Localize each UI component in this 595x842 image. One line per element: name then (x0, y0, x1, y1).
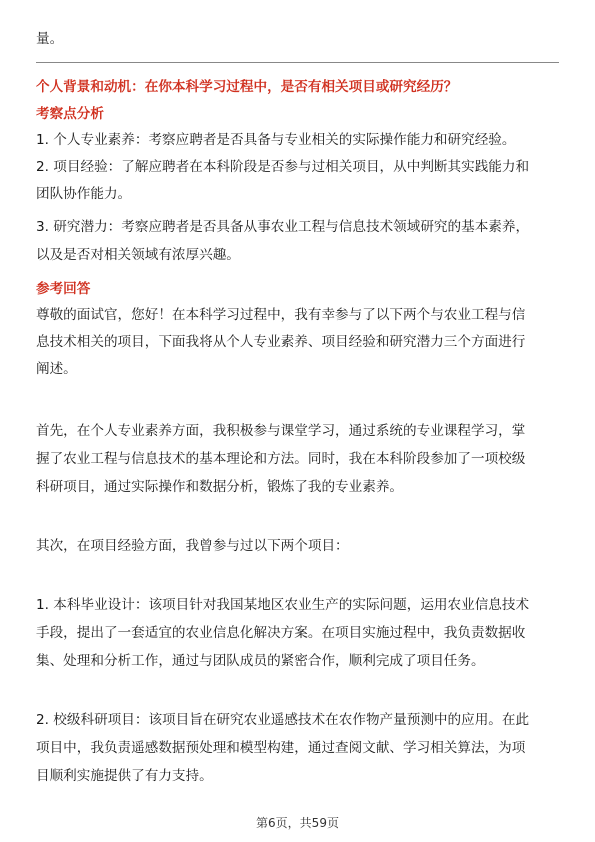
answer-line: 1. 本科毕业设计：该项目针对我国某地区农业生产的实际问题，运用农业信息技术 (36, 597, 530, 613)
top-fragment: 量。 (36, 31, 64, 47)
answer-line: 集、处理和分析工作，通过与团队成员的紧密合作，顺利完成了项目任务。 (36, 653, 485, 669)
answer-line: 息技术相关的项目，下面我将从个人专业素养、项目经验和研究潜力三个方面进行 (36, 334, 526, 350)
analysis-line: 以及是否对相关领域有浓厚兴趣。 (36, 247, 240, 263)
answer-line: 目顺利实施提供了有力支持。 (36, 768, 213, 784)
answer-line: 尊敬的面试官，您好！在本科学习过程中，我有幸参与了以下两个与农业工程与信 (36, 307, 526, 323)
analysis-line: 1. 个人专业素养：考察应聘者是否具备与专业相关的实际操作能力和研究经验。 (36, 132, 516, 148)
answer-line: 首先，在个人专业素养方面，我积极参与课堂学习，通过系统的专业课程学习，掌 (36, 423, 526, 439)
question-heading: 个人背景和动机：在你本科学习过程中，是否有相关项目或研究经历？ (36, 79, 458, 95)
analysis-line: 3. 研究潜力：考察应聘者是否具备从事农业工程与信息技术领域研究的基本素养， (36, 219, 530, 235)
answer-line: 2. 校级科研项目：该项目旨在研究农业遥感技术在农作物产量预测中的应用。在此 (36, 712, 530, 728)
analysis-line: 团队协作能力。 (36, 186, 132, 202)
answer-line: 其次，在项目经验方面，我曾参与过以下两个项目： (36, 538, 349, 554)
answer-line: 阐述。 (36, 361, 77, 377)
analysis-heading: 考察点分析 (36, 106, 104, 122)
analysis-line: 2. 项目经验：了解应聘者在本科阶段是否参与过相关项目，从中判断其实践能力和 (36, 159, 530, 175)
answer-line: 项目中，我负责遥感数据预处理和模型构建，通过查阅文献、学习相关算法，为项 (36, 740, 526, 756)
answer-heading: 参考回答 (36, 281, 91, 297)
answer-line: 握了农业工程与信息技术的基本理论和方法。同时，我在本科阶段参加了一项校级 (36, 451, 526, 467)
answer-line: 手段，提出了一套适宜的农业信息化解决方案。在项目实施过程中，我负责数据收 (36, 625, 526, 641)
divider (36, 62, 559, 63)
answer-line: 科研项目，通过实际操作和数据分析，锻炼了我的专业素养。 (36, 479, 404, 495)
page-number: 第6页，共59页 (256, 816, 339, 830)
